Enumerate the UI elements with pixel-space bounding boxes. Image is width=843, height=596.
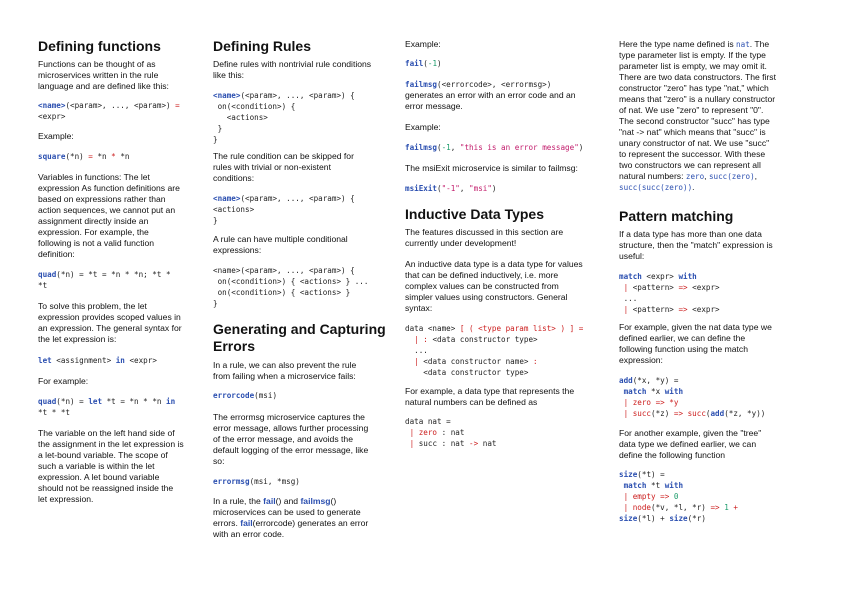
quad-invalid-code	[38, 269, 175, 291]
code-token: |	[414, 357, 419, 366]
code-token: <expr>	[687, 283, 720, 292]
code-token: <name>	[213, 194, 241, 203]
tree-text-line: For another example, given the "tree"	[619, 428, 762, 438]
code-token: (<errorcode>, <errormsg>)	[437, 80, 552, 89]
code-token: on(<condition>) { <actions> }	[213, 288, 351, 297]
let-outro-line: the assignment in the let expression is	[38, 439, 184, 449]
errormsg-code	[213, 476, 300, 487]
code-token: fail	[405, 59, 424, 68]
let-outro-line: such a variable is within the let	[38, 461, 155, 471]
code-token: =>	[710, 503, 720, 512]
code-token: match	[623, 387, 647, 396]
add-function-code	[619, 375, 765, 419]
nat-explain-line: unary constructor of nat. We use "succ"	[619, 138, 770, 148]
rules-skip-line: conditions:	[213, 173, 255, 183]
variables-text-line: following is not a valid function	[38, 238, 155, 248]
text-run: .	[692, 182, 695, 192]
example-label: Example:	[405, 39, 441, 49]
match-syntax-code	[619, 271, 720, 315]
code-token: msiExit	[405, 184, 438, 193]
code-token: <name>	[38, 101, 66, 110]
variables-text-line: action sequences, we cannot put an	[38, 205, 176, 215]
fail-text-line	[213, 518, 368, 529]
solve-text-line: an expression. The general syntax for	[38, 323, 182, 333]
code-token: | succ	[623, 409, 652, 418]
let-outro-line: a let-bound variable. The scope of	[38, 450, 168, 460]
code-token: <expr>	[124, 356, 157, 365]
code-token: <expr>	[38, 112, 66, 121]
nat-explain-line: constructor "zero" has type "nat," which	[619, 83, 769, 93]
code-token: <data constructor type>	[405, 368, 529, 377]
code-token: (*n) =	[56, 397, 89, 406]
text-run: nat	[736, 40, 750, 49]
code-token: on(<condition>) { <actions> } ...	[213, 277, 369, 286]
code-token: "-1"	[441, 184, 460, 193]
nat-explain-line: "nat -> nat" which means that "succ" is	[619, 127, 766, 137]
code-token: nat	[478, 439, 497, 448]
code-token: errormsg	[213, 477, 250, 486]
text-run: succ(zero)	[708, 172, 755, 181]
let-syntax-code	[38, 355, 157, 366]
code-token: failmsg	[405, 143, 438, 152]
code-token: let	[88, 397, 103, 406]
code-token: <pattern>	[628, 283, 679, 292]
nat-definition-code	[405, 416, 496, 449]
rules-intro-line: Define rules with nontrivial rule conditions	[213, 59, 372, 69]
variables-text-line: expression. For example, the	[38, 227, 149, 237]
code-token: (*x, *y) =	[632, 376, 679, 385]
code-token: <assignment>	[51, 356, 116, 365]
text-run: . The	[749, 39, 770, 49]
errormsg-text-line: The errormsg microservice captures the	[213, 412, 365, 422]
code-token: match	[623, 481, 647, 490]
let-outro-line: expression. A let bound variable	[38, 472, 160, 482]
code-token: (	[423, 59, 428, 68]
match-nat-line: expression:	[619, 355, 663, 365]
code-token: (	[705, 409, 711, 418]
rules-intro-line: like this:	[213, 70, 245, 80]
code-token: =>	[678, 305, 688, 314]
code-token: |	[623, 305, 629, 314]
code-token: size	[669, 514, 688, 523]
match-nat-line: For example, given the nat data type we	[619, 322, 772, 332]
code-token: *t	[38, 281, 48, 290]
code-token: }	[213, 299, 218, 308]
code-token: *	[111, 152, 116, 161]
code-token: match	[619, 272, 642, 281]
heading-errors-line2: Errors	[213, 338, 256, 354]
nat-explain-line: means that "zero" is a nullary constructor	[619, 94, 776, 104]
square-example-code	[38, 151, 129, 162]
code-token: }	[213, 216, 218, 225]
fail-text-line: with an error code.	[213, 529, 285, 539]
variables-text-line: Variables in functions: The let	[38, 172, 150, 182]
code-token: failmsg	[405, 80, 438, 89]
variables-text-line: based on expressions rather than	[38, 194, 166, 204]
code-token: (<param>, ..., <param>) {	[240, 194, 355, 203]
heading-pattern-matching: Pattern matching	[619, 208, 734, 224]
warning-line: currently under development!	[405, 238, 517, 248]
code-token: +	[728, 503, 738, 512]
code-token: )	[578, 143, 584, 152]
code-token: ->	[469, 439, 479, 448]
code-token: size	[619, 514, 638, 523]
code-token: *t * *t	[38, 408, 71, 417]
code-token: on(<condition>) {	[213, 102, 296, 111]
errors-intro-line: In a rule, we can also prevent the rule	[213, 360, 357, 370]
code-token: quad	[38, 270, 57, 279]
code-token: in	[166, 397, 176, 406]
nat-explain-line: parameter list is empty, we may omit it.	[619, 61, 767, 71]
code-token: <actions>	[213, 205, 255, 214]
function-syntax-code	[38, 100, 180, 122]
text-run: zero	[685, 172, 705, 181]
nat-text-line: For example, a data type that represents the	[405, 386, 575, 396]
code-token: :	[533, 357, 538, 366]
heading-inductive-data-types: Inductive Data Types	[405, 206, 545, 222]
code-token: 1	[724, 503, 729, 512]
functions-intro-line: Functions can be thought of as	[38, 59, 156, 69]
code-token: (*r)	[687, 514, 706, 523]
inductive-intro-line: that can be defined inductively, i.e. more	[405, 270, 559, 280]
code-token: ,	[459, 184, 470, 193]
functions-intro-line: language and are defined like this:	[38, 81, 169, 91]
code-token	[405, 335, 414, 344]
code-token: -1	[427, 59, 438, 68]
nat-explain-line: two constructors we can represent all	[619, 160, 761, 170]
rule-multi-condition-code	[213, 265, 368, 309]
errormsg-text-line: default logging of the error message, like	[213, 445, 369, 455]
code-token: ,	[450, 143, 460, 152]
code-token: (*t) =	[637, 470, 665, 479]
code-token: | node	[623, 503, 652, 512]
code-token: 0	[673, 492, 679, 501]
example-label: Example:	[405, 122, 441, 132]
text-run: succ(succ(zero))	[619, 183, 693, 192]
code-token: =>	[655, 492, 674, 501]
code-token: ...	[619, 294, 638, 303]
text-run: ()	[330, 496, 337, 506]
rule-no-condition-code	[213, 193, 355, 226]
code-token: (*n)	[65, 152, 89, 161]
code-token: (*z, *y))	[724, 409, 766, 418]
code-token: ...	[405, 346, 428, 355]
failmsg-example-code	[405, 142, 583, 153]
code-token: data nat =	[405, 417, 451, 426]
code-token: with	[664, 387, 684, 396]
fail-example-code	[405, 58, 442, 69]
code-token: (msi, *msg)	[249, 477, 300, 486]
rule-syntax-code	[213, 90, 355, 145]
fail-text-line	[213, 496, 336, 507]
rules-skip-line: rules with trivial or non-existent	[213, 162, 331, 172]
code-token: *x	[646, 387, 665, 396]
code-token: let	[38, 356, 52, 365]
code-token: =>	[678, 283, 688, 292]
nat-explain-line: to represent the successor. With these	[619, 149, 766, 159]
solve-text-line: To solve this problem, the let	[38, 301, 147, 311]
code-token: =	[175, 101, 180, 110]
pattern-intro-line: structure, then the "match" expression is	[619, 240, 773, 250]
rules-multi-line: expressions:	[213, 245, 262, 255]
heading-errors-line1: Generating and Capturing	[213, 321, 386, 337]
code-token: <pattern>	[628, 305, 679, 314]
code-token: |	[623, 283, 629, 292]
failmsg-syntax-code	[405, 79, 551, 90]
text-run: ,	[704, 171, 709, 181]
size-function-code	[619, 469, 738, 524]
code-token: (*l) +	[637, 514, 670, 523]
nat-explain-line: The second constructor "succ" has type	[619, 116, 770, 126]
text-run: () and	[275, 496, 301, 506]
errormsg-text-line: of the error message, and avoids the	[213, 434, 353, 444]
code-token: <data constructor type>	[427, 335, 538, 344]
code-token: -1	[441, 143, 451, 152]
nat-explain-line	[619, 39, 769, 50]
pattern-intro-line: useful:	[619, 251, 645, 261]
failmsg-desc-line: error message.	[405, 101, 463, 111]
code-token: (*z)	[651, 409, 674, 418]
pattern-intro-line: If a data type has more than one data	[619, 229, 762, 239]
code-token: *n	[115, 152, 130, 161]
text-run: Here the type name defined is	[619, 39, 737, 49]
code-token: [ ( <type param list> ) ] =	[459, 324, 584, 333]
code-token: *t = *n * *n	[102, 397, 167, 406]
code-token: with	[664, 481, 684, 490]
code-token: (	[437, 143, 442, 152]
data-syntax-code	[405, 323, 583, 378]
code-token: *t	[646, 481, 665, 490]
text-run: (errorcode) generates an error	[252, 518, 369, 528]
let-outro-line: should not be reassigned inside the	[38, 483, 174, 493]
nat-text-line: natural numbers can be defined as	[405, 397, 538, 407]
solve-text-line: expression provides scoped values in	[38, 312, 181, 322]
code-token: <expr>	[641, 272, 679, 281]
code-token: <expr>	[687, 305, 720, 314]
code-token: with	[678, 272, 697, 281]
code-token: | empty	[623, 492, 656, 501]
code-token: (*n) = *t = *n * *n; *t *	[56, 270, 176, 279]
inductive-intro-line: simpler values using constructors. General	[405, 292, 568, 302]
msiexit-text: The msiExit microservice is similar to failmsg:	[405, 163, 578, 173]
code-token: (*v, *l, *r)	[651, 503, 711, 512]
code-token: =	[88, 152, 93, 161]
code-token: square	[38, 152, 66, 161]
errormsg-text-line: so:	[213, 456, 225, 466]
example-label: Example:	[38, 131, 74, 141]
for-example-label: For example:	[38, 376, 89, 386]
rules-multi-line: A rule can have multiple conditional	[213, 234, 348, 244]
text-run: In a rule, the	[213, 496, 264, 506]
code-token: | :	[414, 335, 428, 344]
inductive-intro-line: syntax:	[405, 303, 433, 313]
nat-explain-line	[619, 182, 695, 193]
code-token: =>	[673, 409, 684, 418]
code-token	[405, 357, 414, 366]
code-token: in	[115, 356, 125, 365]
code-token: : nat	[437, 428, 465, 437]
code-token: | zero	[623, 398, 652, 407]
let-outro-line: let expression.	[38, 494, 94, 504]
tree-text-line: data type we defined earlier, we can	[619, 439, 757, 449]
errormsg-text-line: error message, allows further processing	[213, 423, 369, 433]
text-run: ,	[754, 171, 758, 181]
functions-intro-line: microservices written in the rule	[38, 70, 159, 80]
errorcode-code	[213, 390, 277, 401]
code-token: "this is an error message"	[459, 143, 579, 152]
code-token: )	[437, 59, 442, 68]
solve-text-line: the let expression is:	[38, 334, 117, 344]
quad-valid-code	[38, 396, 175, 418]
let-outro-line: The variable on the left hand side of	[38, 428, 175, 438]
errors-intro-line: from failing when a microservice fails:	[213, 371, 356, 381]
warning-line: The features discussed in this section are	[405, 227, 564, 237]
heading-defining-rules: Defining Rules	[213, 38, 312, 54]
code-token: *n	[92, 152, 112, 161]
code-token: errorcode	[213, 391, 255, 400]
inductive-intro-line: An inductive data type is a data type for values	[405, 259, 583, 269]
code-token: (<param>, ..., <param>) {	[240, 91, 355, 100]
tree-text-line: define the following function	[619, 450, 726, 460]
code-token: add	[619, 376, 633, 385]
failmsg-desc-line: generates an error with an error code and an	[405, 90, 576, 100]
variables-text-line: expression As function definitions are	[38, 183, 180, 193]
code-token: <name>	[213, 91, 241, 100]
code-token: size	[619, 470, 638, 479]
nat-explain-line: of nat. We use "zero" to represent "0".	[619, 105, 764, 115]
variables-text-line: definition:	[38, 249, 75, 259]
code-token: succ	[683, 409, 706, 418]
text-run: fail	[263, 496, 276, 506]
text-run: errors.	[213, 518, 241, 528]
msiexit-example-code	[405, 183, 496, 194]
code-token: (	[437, 184, 442, 193]
match-nat-line: following function using the match	[619, 344, 748, 354]
fail-text-line: microservices can be used to generate	[213, 507, 361, 517]
text-run: failmsg	[300, 496, 331, 506]
code-token: }	[213, 124, 223, 133]
code-token: succ : nat	[414, 439, 470, 448]
rules-skip-line: The rule condition can be skipped for	[213, 151, 354, 161]
code-token: <name>(<param>, ..., <param>) {	[213, 266, 355, 275]
code-token: => *y	[651, 398, 679, 407]
code-token: add	[710, 409, 725, 418]
nat-explain-line: type parameter list is empty. If the type	[619, 50, 766, 60]
code-token: |	[409, 439, 415, 448]
code-token: }	[213, 135, 218, 144]
match-nat-line: defined earlier, we can define the	[619, 333, 746, 343]
inductive-intro-line: complex values can be constructed from	[405, 281, 559, 291]
code-token: data <name>	[405, 324, 460, 333]
nat-explain-line: There are two data constructors. The first	[619, 72, 776, 82]
text-run: fail	[240, 518, 253, 528]
code-token: )	[491, 184, 497, 193]
text-run: natural numbers:	[619, 171, 686, 181]
nat-explain-line	[619, 171, 757, 182]
code-token: <data constructor name>	[418, 357, 534, 366]
code-token: quad	[38, 397, 57, 406]
code-token: "msi"	[469, 184, 492, 193]
variables-text-line: assignment directly inside an	[38, 216, 149, 226]
code-token: <actions>	[213, 113, 268, 122]
code-token: (<param>, ..., <param>)	[65, 101, 176, 110]
code-token: (msi)	[254, 391, 278, 400]
code-token: | zero	[409, 428, 438, 437]
heading-defining-functions: Defining functions	[38, 38, 161, 54]
